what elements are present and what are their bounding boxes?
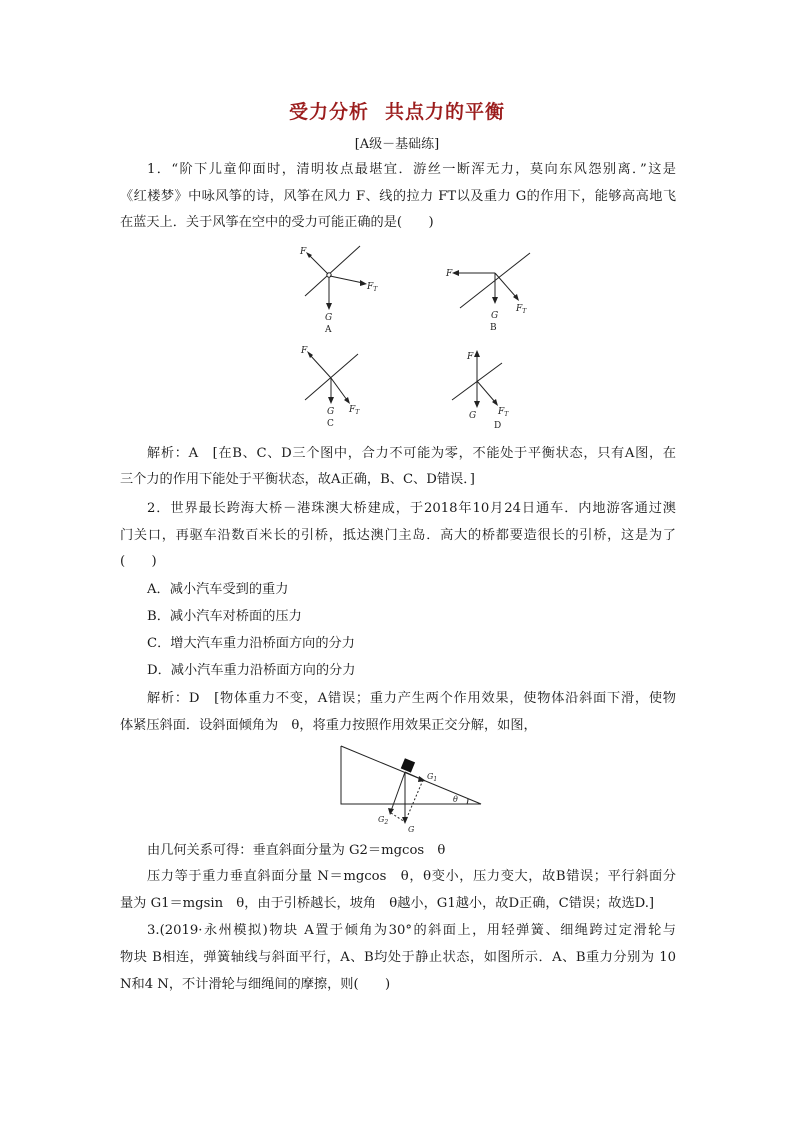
q1-line-3: 在蓝天上．关于风筝在空中的受力可能正确的是( ) (120, 215, 434, 230)
q2-line-1: 2．世界最长跨海大桥－港珠澳大桥建成，于2018年10月24日通车．内地游客通过澳 (147, 501, 676, 516)
label-f-d: F (467, 352, 474, 362)
caption-c: C (327, 419, 334, 429)
q1-answer-line-2: 三个力的作用下能处于平衡状态，故A正确，B、C、D错误．] (120, 472, 475, 487)
caption-a: A (325, 325, 332, 335)
q2-option-d: D．减小汽车重力沿桥面方向的分力 (147, 663, 356, 678)
q3-line-3: N和4 N，不计滑轮与细绳间的摩擦，则( ) (120, 977, 391, 992)
q1-line-2: 《红楼梦》中咏风筝的诗，风筝在风力 F、线的拉力 FT以及重力 G的作用下，能够高高地飞 (120, 189, 676, 204)
page-title (0, 97, 794, 124)
q1-line-1: 1．“阶下儿童仰面时，清明妆点最堪宜．游丝一断浑无力，莫向东风怨别离．”这是 (147, 162, 676, 177)
title-part-1: 受力分析 (288, 101, 369, 123)
q2-answer-line-1: 解析：D [物体重力不变，A错误；重力产生两个作用效果，使物体沿斜面下滑，使物 (147, 691, 676, 706)
q1-force-diagrams (280, 238, 540, 438)
label-g1: $G_1$ (427, 772, 438, 783)
label-ft-a: $F_T$ (367, 282, 378, 293)
q2-line-2: 门关口，再驱车沿数百米长的引桥，抵达澳门主岛．高大的桥都要造很长的引桥，这是为了 (120, 528, 676, 543)
q3-line-1: 3.(2019·永州模拟)物块 A置于倾角为30°的斜面上，用轻弹簧、细绳跨过定滑轮与 (147, 923, 676, 938)
label-g-d: G (469, 411, 477, 421)
q2-answer-line-2: 体紧压斜面．设斜面倾角为 θ，将重力按照作用效果正交分解，如图， (120, 718, 537, 733)
label-f-a: F (300, 247, 307, 257)
caption-d: D (494, 421, 502, 431)
label-g-a: G (325, 313, 333, 323)
q2-option-a: A．减小汽车受到的重力 (147, 582, 289, 597)
label-g-b: G (491, 311, 499, 321)
label-g: G (408, 825, 415, 834)
diagram-d (452, 350, 509, 431)
q2-option-c: C．增大汽车重力沿桥面方向的分力 (147, 636, 355, 651)
label-ft-d: $F_T$ (498, 407, 509, 418)
label-f-c: F (301, 346, 308, 356)
q2-answer-line-5: 量为 G1＝mgsin θ，由于引桥越长，坡角 θ越小，G1越小，故D正确，C错误；故选D.] (120, 896, 655, 911)
label-ft-c: $F_T$ (349, 405, 360, 416)
diagram-a (299, 246, 378, 335)
label-ft-b: $F_T$ (516, 304, 527, 315)
label-g-c: G (327, 407, 335, 417)
q3-line-2: 物块 B相连，弹簧轴线与斜面平行，A、B均处于静止状态，如图所示．A、B重力分别为 10 (120, 950, 676, 965)
label-g2: $G_2$ (378, 815, 389, 826)
q2-line-3: ( ) (120, 554, 157, 569)
level-heading: [A级－基础练] (354, 137, 440, 152)
diagram-b (445, 253, 530, 333)
label-theta: θ (453, 795, 458, 804)
q2-answer-line-4: 压力等于重力垂直斜面分量 N＝mgcos θ，θ变小，压力变大，故B错误；平行斜面分 (147, 869, 676, 884)
q2-incline-diagram (335, 742, 485, 834)
q1-answer-line-1: 解析：A [在B、C、D三个图中，合力不可能为零，不能处于平衡状态，只有A图，在 (147, 446, 676, 461)
diagram-c (300, 346, 360, 429)
q2-option-b: B．减小汽车对桥面的压力 (147, 609, 302, 624)
label-f-b: F (446, 269, 453, 279)
title-part-2: 共点力的平衡 (385, 101, 506, 123)
caption-b: B (490, 323, 497, 333)
q2-answer-line-3: 由几何关系可得：垂直斜面分量为 G2＝mgcos θ (147, 843, 446, 858)
